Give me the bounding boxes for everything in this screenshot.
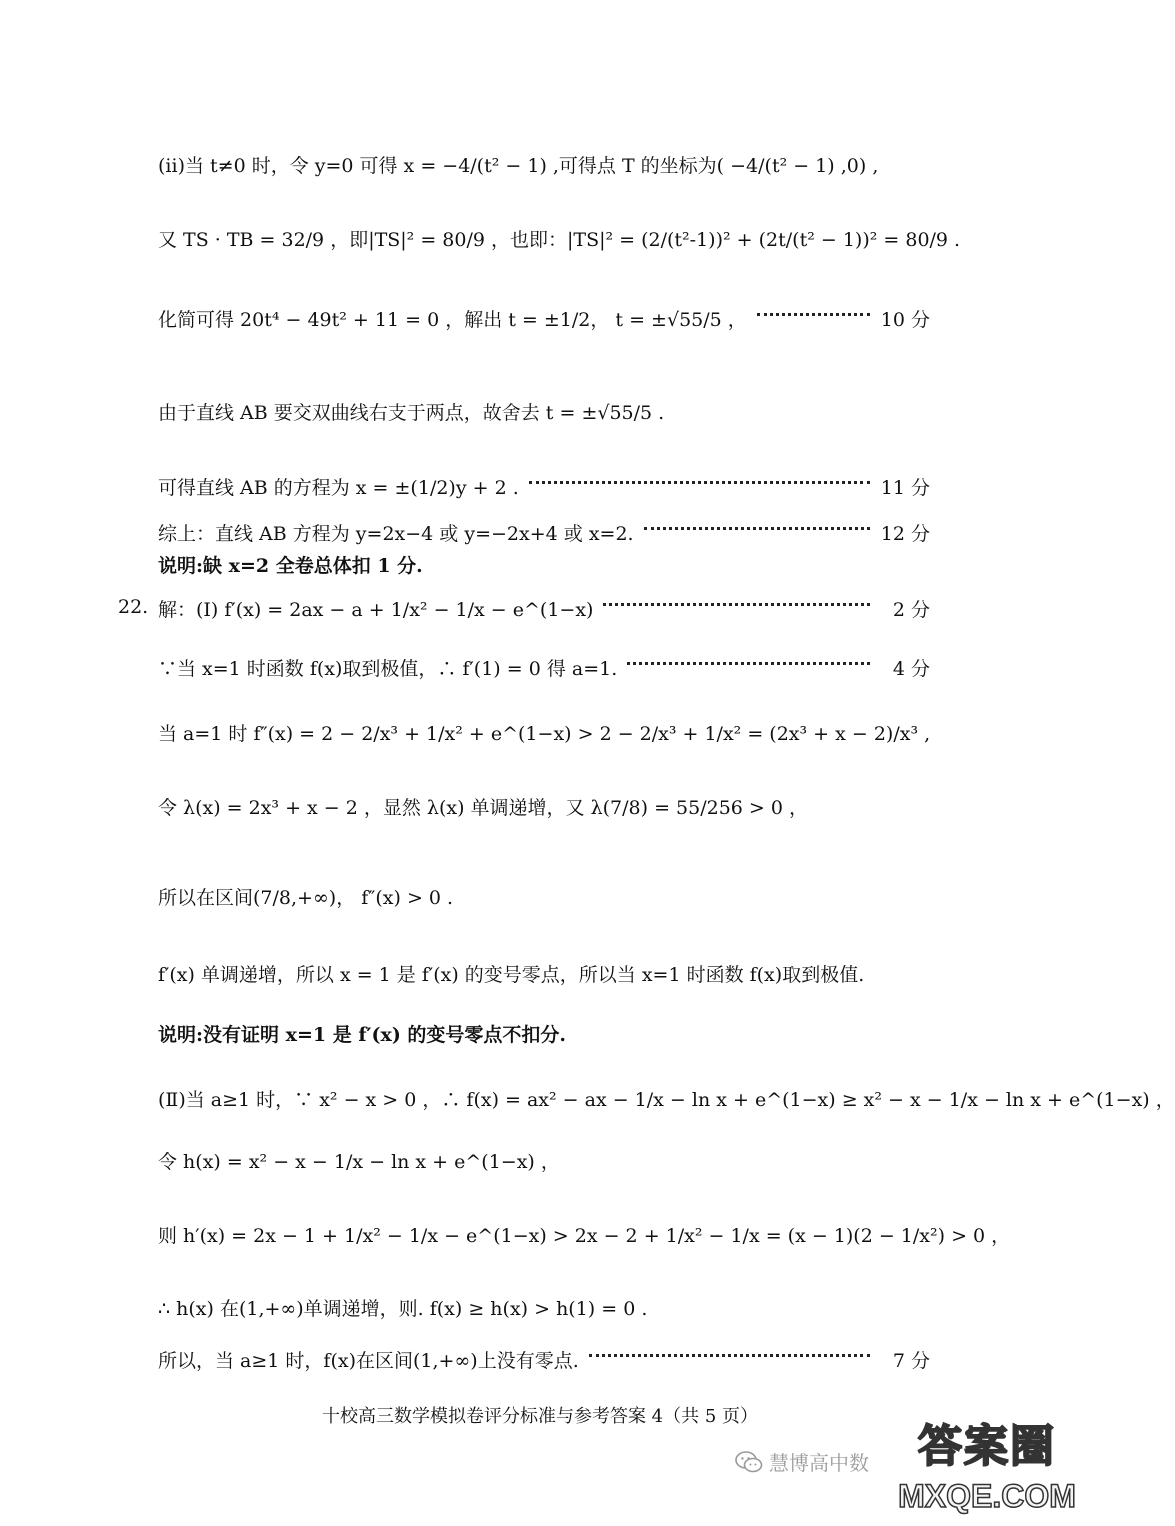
line-part-ii: (Ⅱ)当 a≥1 时，∵ x² − x > 0 ，∴ f(x) = ax² − ax − 1/x − ln x + e^(1−x) ≥ x² − x − 1/x − ln x + e^(1−x) ， [158, 1088, 1175, 1111]
problem-number: 22. [118, 596, 149, 618]
line-second-derivative: 当 a=1 时 f″(x) = 2 − 2/x³ + 1/x² + e^(1−x) > 2 − 2/x³ + 1/x² = (2x³ + x − 2)/x³ , [158, 722, 931, 745]
note-missing-x2: 说明:缺 x=2 全卷总体扣 1 分. [158, 554, 423, 577]
score-label: 12 分 [880, 522, 930, 545]
line-interval: 所以在区间(7/8,+∞)， f″(x) > 0 . [158, 886, 454, 909]
line-solve-t: 化简可得 20t⁴ − 49t² + 11 = 0 ，解出 t = ±1/2， t = ±√55/5 ， 10 分 [158, 292, 930, 344]
line-22-derivative: 解：(Ⅰ) f′(x) = 2ax − a + 1/x² − 1/x − e^(1−x) 2 分 [158, 582, 930, 634]
line-monotone: f′(x) 单调递增，所以 x = 1 是 f′(x) 的变号零点，所以当 x=1 时函数 f(x)取到极值. [158, 963, 865, 986]
score-leader-dots [529, 481, 870, 484]
logo-bottom-text: MXQE.COM [898, 1478, 1076, 1514]
line-ii-point-t: (ii)当 t≠0 时，令 y=0 可得 x = −4/(t² − 1) ,可得点 T 的坐标为( −4/(t² − 1) ,0) , [158, 154, 879, 177]
logo-top-text: 答案圈 [918, 1422, 1056, 1471]
wechat-watermark [735, 1447, 869, 1476]
wechat-watermark-text: 慧博高中数 [769, 1451, 869, 1475]
wechat-icon [735, 1451, 763, 1473]
line-define-h: 令 h(x) = x² − x − 1/x − ln x + e^(1−x) ， [158, 1150, 560, 1173]
score-leader-dots [589, 1354, 870, 1357]
line-summary: 综上：直线 AB 方程为 y=2x−4 或 y=−2x+4 或 x=2. 12 分 [158, 518, 930, 546]
score-label: 11 分 [880, 476, 930, 499]
score-label: 2 分 [892, 598, 930, 621]
line-no-zero: 所以，当 a≥1 时，f(x)在区间(1,+∞)上没有零点. 7 分 [158, 1344, 930, 1374]
score-leader-dots [627, 662, 870, 665]
line-lambda: 令 λ(x) = 2x³ + x − 2 ，显然 λ(x) 单调递增，又 λ(7/8) = 55/256 > 0 ， [158, 796, 808, 819]
line-ab-equation: 可得直线 AB 的方程为 x = ±(1/2)y + 2 . 11 分 [158, 460, 930, 512]
note-no-deduction: 说明:没有证明 x=1 是 f′(x) 的变号零点不扣分. [158, 1023, 567, 1046]
line-discard-t: 由于直线 AB 要交双曲线右支于两点，故舍去 t = ±√55/5 . [158, 401, 665, 424]
score-leader-dots [644, 527, 870, 530]
score-label: 7 分 [892, 1349, 930, 1372]
page-footer: 十校高三数学模拟卷评分标准与参考答案 4（共 5 页） [321, 1406, 759, 1427]
score-leader-dots [603, 603, 870, 606]
line-h-increasing: ∴ h(x) 在(1,+∞)单调递增，则. f(x) ≥ h(x) > h(1) = 0 . [158, 1297, 648, 1320]
site-logo [898, 1418, 1076, 1522]
line-extreme-a1: ∵当 x=1 时函数 f(x)取到极值，∴ f′(1) = 0 得 a=1. 4 分 [158, 652, 930, 682]
line-vector-ts-tb: 又 TS · TB = 32/9 ，即|TS|² = 80/9 ，也即：|TS|² = (2/(t²-1))² + (2t/(t² − 1))² = 80/9 . [158, 228, 961, 251]
score-leader-dots [757, 313, 870, 316]
score-label: 4 分 [892, 657, 930, 680]
line-h-derivative: 则 h′(x) = 2x − 1 + 1/x² − 1/x − e^(1−x) > 2x − 2 + 1/x² − 1/x = (x − 1)(2 − 1/x²) > 0 ， [158, 1224, 1011, 1247]
score-label: 10 分 [880, 308, 930, 331]
